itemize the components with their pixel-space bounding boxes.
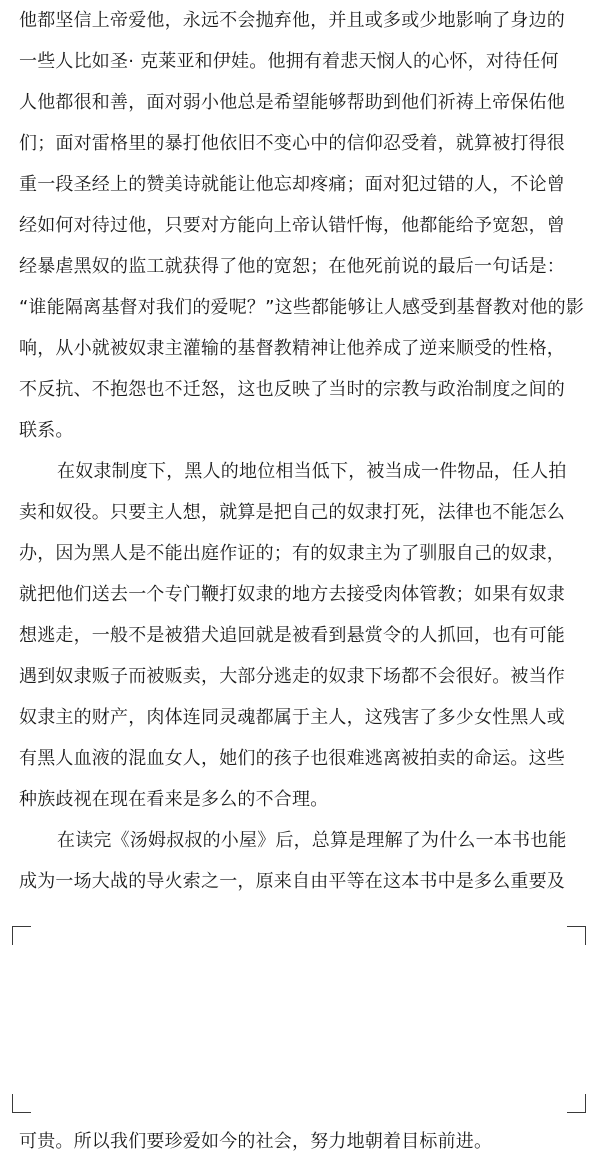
text-line: 卖和奴役。只要主人想，就算是把自己的奴隶打死，法律也不能怎么 [19, 502, 565, 523]
text-line: 他都坚信上帝爱他，永远不会抛弃他，并且或多或少地影响了身边的 [19, 10, 565, 31]
page-margin-corner-marker [12, 1094, 31, 1113]
text-line: 重一段圣经上的赞美诗就能让他忘却疼痛；面对犯过错的人，不论曾 [19, 174, 565, 195]
text-line: 奴隶主的财产，肉体连同灵魂都属于主人，这残害了多少女性黑人或 [19, 707, 565, 728]
next-page-text-line: 可贵。所以我们要珍爱如今的社会，努力地朝着目标前进。 [19, 1131, 493, 1152]
page-margin-corner-marker [567, 1094, 586, 1113]
text-line: 成为一场大战的导火索之一，原来自由平等在这本书中是多么重要及 [19, 871, 565, 892]
text-line: 一些人比如圣· 克莱亚和伊娃。他拥有着悲天悯人的心怀，对待任何 [19, 51, 559, 72]
document-body [19, 0, 585, 902]
page-margin-corner-marker [12, 926, 31, 945]
text-line: 人他都很和善，面对弱小他总是希望能够帮助到他们祈祷上帝保佑他 [19, 92, 565, 113]
text-line: 有黑人血液的混血女人，她们的孩子也很难逃离被拍卖的命运。这些 [19, 748, 565, 769]
text-line: 不反抗、不抱怨也不迁怒，这也反映了当时的宗教与政治制度之间的 [19, 379, 565, 400]
page-margin-corner-marker [567, 926, 586, 945]
paragraph-start-line: 在奴隶制度下，黑人的地位相当低下，被当成一件物品，任人拍 [57, 461, 567, 482]
text-line: 响，从小就被奴隶主灌输的基督教精神让他养成了逆来顺受的性格， [19, 338, 565, 359]
text-line: 想逃走，一般不是被猎犬追回就是被看到悬赏令的人抓回，也有可能 [19, 625, 565, 646]
text-line: “谁能隔离基督对我们的爱呢？”这些都能够让人感受到基督教对他的影 [19, 297, 585, 318]
text-line: 办，因为黑人是不能出庭作证的；有的奴隶主为了驯服自己的奴隶， [19, 543, 565, 564]
text-line: 种族歧视在现在看来是多么的不合理。 [19, 789, 329, 810]
text-line: 就把他们送去一个专门鞭打奴隶的地方去接受肉体管教；如果有奴隶 [19, 584, 565, 605]
text-line: 联系。 [19, 420, 74, 441]
text-line: 们；面对雷格里的暴打他依旧不变心中的信仰忍受着，就算被打得很 [19, 133, 565, 154]
text-line: 遇到奴隶贩子而被贩卖，大部分逃走的奴隶下场都不会很好。被当作 [19, 666, 565, 687]
text-line: 经暴虐黑奴的监工就获得了他的宽恕；在他死前说的最后一句话是： [19, 256, 565, 277]
text-line: 经如何对待过他，只要对方能向上帝认错忏悔，他都能给予宽恕，曾 [19, 215, 565, 236]
paragraph-start-line: 在读完《汤姆叔叔的小屋》后，总算是理解了为什么一本书也能 [57, 830, 567, 851]
